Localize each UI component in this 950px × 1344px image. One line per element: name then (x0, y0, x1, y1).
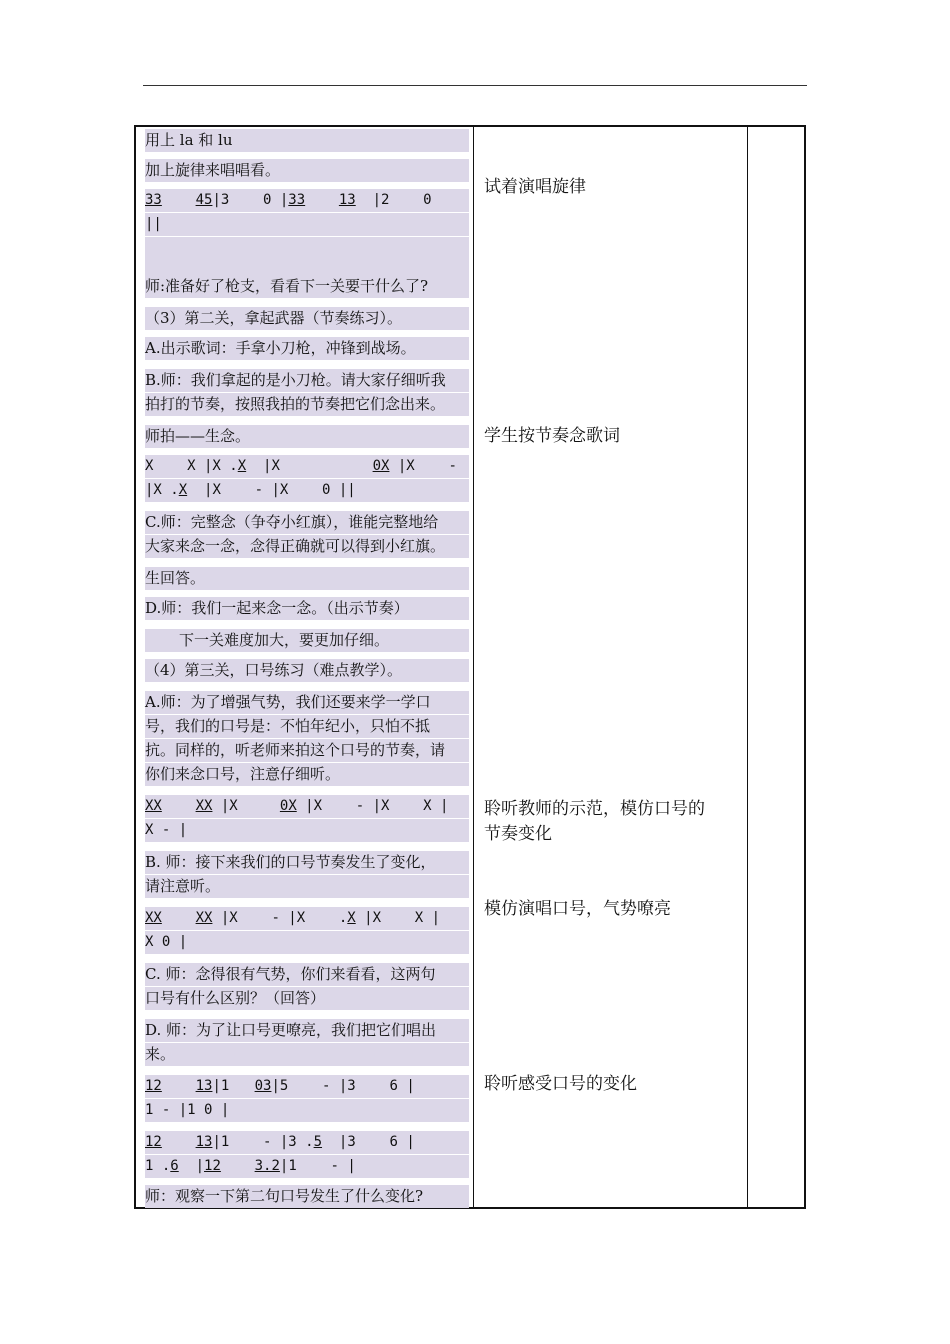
text-line: 加上旋律来唱唱看。 (145, 159, 469, 182)
note-text: |3 0 | (212, 192, 289, 208)
text-line: 拍打的节奏，按照我拍的节奏把它们念出来。 (145, 393, 469, 416)
text-line: 用上 la 和 lu (145, 129, 469, 152)
notes-column (748, 127, 804, 1207)
text-line: （4）第三关，口号练习（难点教学）。 (145, 659, 469, 682)
note-group: 13 (338, 192, 356, 208)
note-group: XX (145, 798, 162, 814)
note-group: X (237, 458, 247, 474)
text-line: A.出示歌词：手拿小刀枪，冲锋到战场。 (145, 337, 469, 360)
note-group: XX (145, 910, 162, 926)
note-group: 0X (372, 458, 390, 474)
notation-line (145, 455, 469, 478)
notation-line (145, 479, 469, 502)
text-line: C.师：完整念（争夺小红旗），谁能完整地给 (145, 511, 469, 534)
text-line: （3）第二关，拿起武器（节奏练习）。 (145, 307, 469, 330)
note-text: |X - |X . (212, 910, 348, 926)
notation-line (145, 189, 469, 212)
note-text: |5 - |3 6 | (271, 1078, 415, 1094)
note-text: X X |X . (145, 458, 238, 474)
notation-line (145, 1131, 469, 1154)
note-group: 13 (195, 1078, 213, 1094)
note-group: 0X (279, 798, 297, 814)
note-group: 33 (145, 192, 162, 208)
text-line: 师：观察一下第二句口号发生了什么变化? (145, 1185, 469, 1208)
text-line: D.师：我们一起来念一念。（出示节奏） (145, 597, 469, 620)
text-line: C. 师：念得很有气势，你们来看看，这两句 (145, 963, 469, 986)
note-text: |X (246, 458, 280, 474)
text-line: 师:准备好了枪支，看看下一关要干什么了? (145, 275, 469, 298)
note-text: |X (212, 798, 238, 814)
note-text: |X - |X 0 || (187, 482, 356, 498)
notation-line (145, 795, 469, 818)
note-text: |1 (212, 1078, 255, 1094)
note-text: |X - (389, 458, 457, 474)
student-note: 聆听教师的示范，模仿口号的 (484, 799, 705, 819)
student-activity-column (484, 127, 744, 1207)
note-group: 5 (313, 1134, 323, 1150)
student-note: 模仿演唱口号，气势嘹亮 (484, 899, 671, 919)
text-line: A.师：为了增强气势，我们还要来学一学口 (145, 691, 469, 714)
note-text: |1 - |3 . (212, 1134, 314, 1150)
text-line: B. 师：接下来我们的口号节奏发生了变化， (145, 851, 469, 874)
note-text: |X - |X X | (296, 798, 449, 814)
note-text: |X X | (355, 910, 441, 926)
note-group: 33 (288, 192, 306, 208)
notation-line: 1 - |1 0 | (145, 1099, 469, 1122)
note-group: 03 (254, 1078, 272, 1094)
note-text: |X . (145, 482, 179, 498)
notation-line: X 0 | (145, 931, 469, 954)
text-line: D. 师：为了让口号更嘹亮，我们把它们唱出 (145, 1019, 469, 1042)
student-note: 试着演唱旋律 (484, 177, 586, 197)
text-line: 大家来念一念，念得正确就可以得到小红旗。 (145, 535, 469, 558)
text-line: 师拍——生念。 (145, 425, 469, 448)
note-group: 45 (195, 192, 213, 208)
text-line: 下一关难度加大，要更加仔细。 (145, 629, 469, 652)
note-group: 6 (170, 1158, 179, 1174)
student-note: 节奏变化 (484, 824, 552, 844)
text-line: 生回答。 (145, 567, 469, 590)
note-text: | (178, 1158, 205, 1174)
notation-line (145, 1155, 469, 1178)
note-text: 1 . (145, 1158, 171, 1174)
note-text: |2 0 (372, 192, 432, 208)
note-group: 3.2 (254, 1158, 280, 1174)
notation-line: X - | (145, 819, 469, 842)
text-line: 请注意听。 (145, 875, 469, 898)
note-group: X (178, 482, 188, 498)
teacher-activity-column (142, 127, 474, 1207)
text-line: 抗。同样的，听老师来拍这个口号的节奏，请 (145, 739, 469, 762)
note-group: 12 (145, 1078, 162, 1094)
note-text: |3 6 | (322, 1134, 415, 1150)
note-group: XX (195, 910, 213, 926)
student-note: 聆听感受口号的变化 (484, 1074, 637, 1094)
student-note: 学生按节奏念歌词 (484, 426, 620, 446)
text-line: 来。 (145, 1043, 469, 1066)
note-group: XX (195, 798, 213, 814)
header-rule (143, 85, 807, 86)
text-line: 号，我们的口号是：不怕年纪小，只怕不抵 (145, 715, 469, 738)
lesson-table (134, 125, 806, 1209)
notation-line (145, 1075, 469, 1098)
note-group: 12 (204, 1158, 221, 1174)
note-group: X (347, 910, 356, 926)
notation-line: || (145, 213, 469, 236)
text-line: 口号有什么区别？（回答） (145, 987, 469, 1010)
notation-line (145, 907, 469, 930)
text-line: B.师：我们拿起的是小刀枪。请大家仔细听我 (145, 369, 469, 392)
text-line: 你们来念口号，注意仔细听。 (145, 763, 469, 786)
note-text: |1 - | (279, 1158, 356, 1174)
note-group: 12 (145, 1134, 162, 1150)
note-group: 13 (195, 1134, 213, 1150)
